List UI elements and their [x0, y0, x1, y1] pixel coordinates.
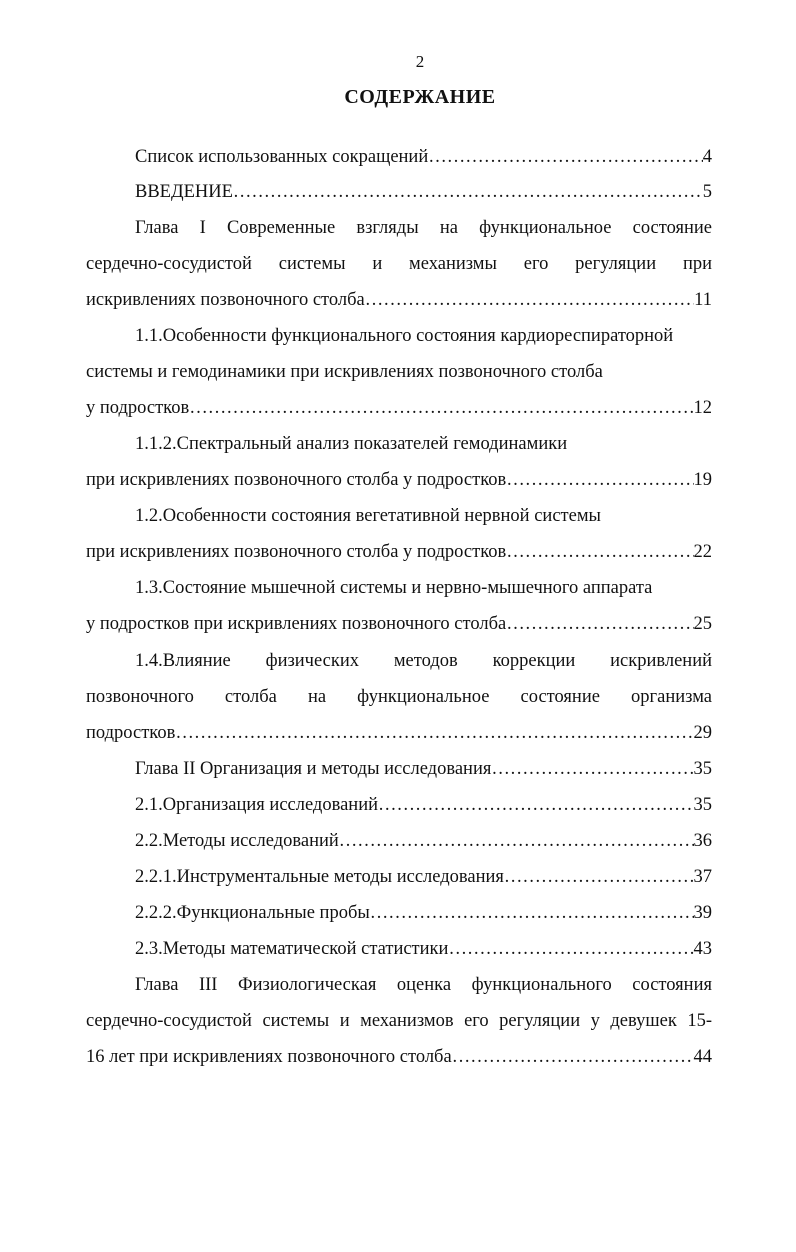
toc-page-number: 44	[693, 1047, 712, 1067]
toc-entry-2-2-2	[135, 901, 712, 925]
toc-entry-text-line: Глава I Современные взгляды на функциональное состояние	[135, 218, 712, 238]
toc-entry-text-line: 1.4.Влияние физических методов коррекции искривлений	[135, 651, 712, 671]
toc-entry-1-4	[86, 721, 712, 745]
toc-entry-text: ВВЕДЕНИЕ	[135, 182, 233, 202]
toc-page-number: 12	[693, 398, 712, 418]
toc-entry-text: 2.2.1.Инструментальные методы исследования	[135, 867, 504, 887]
toc-entry-text-line: позвоночного столба на функциональное состояние организма	[86, 687, 712, 707]
toc-entry-text-line: 1.1.2.Спектральный анализ показателей гемодинамики	[135, 434, 568, 454]
toc-page-number: 43	[693, 939, 712, 959]
toc-entry-2-2-1	[135, 865, 712, 889]
toc-page-number: 25	[693, 614, 712, 634]
page-title: СОДЕРЖАНИЕ	[344, 86, 496, 108]
toc-entry-1-1-2	[86, 468, 712, 492]
toc-entry-text-line: 1.3.Состояние мышечной системы и нервно-мышечного аппарата	[135, 578, 653, 598]
page-number: 2	[415, 52, 425, 71]
toc-entry-chapter-2	[135, 757, 712, 781]
toc-entry-text: 2.1.Организация исследований	[135, 795, 379, 815]
toc-entry-text: у подростков	[86, 398, 190, 418]
toc-entry-text: Глава II Организация и методы исследования	[135, 759, 492, 779]
toc-page-number: 29	[693, 723, 712, 743]
toc-page-number: 19	[693, 470, 712, 490]
toc-page-number: 35	[693, 759, 712, 779]
toc-entry-text: искривлениях позвоночного столба	[86, 290, 365, 310]
toc-entry-text: у подростков при искривлениях позвоночного столба	[86, 614, 507, 634]
toc-entry-1-1	[86, 396, 712, 420]
toc-entry-text: подростков	[86, 723, 176, 743]
toc-entry-1-3	[86, 612, 712, 636]
toc-page-number: 39	[693, 903, 712, 923]
toc-page-number: 37	[693, 867, 712, 887]
toc-entry-text-line: Глава III Физиологическая оценка функционального состояния	[135, 975, 712, 995]
toc-entry-text: 16 лет при искривлениях позвоночного столба	[86, 1047, 452, 1067]
toc-page-number: 36	[693, 831, 712, 851]
toc-entry-2-3	[135, 937, 712, 961]
toc-entry-text-line: 1.1.Особенности функционального состояния кардиореспираторной	[135, 326, 674, 346]
toc-page-number: 35	[693, 795, 712, 815]
toc-page-number: 5	[702, 182, 712, 202]
toc-entry-text: Список использованных сокращений	[135, 147, 429, 167]
toc-entry-2-1	[135, 793, 712, 817]
toc-entry-1-2	[86, 540, 712, 564]
toc-entry-introduction	[135, 180, 712, 204]
toc-entry-text: 2.3.Методы математической статистики	[135, 939, 449, 959]
toc-entry-text-line: 1.2.Особенности состояния вегетативной нервной системы	[135, 506, 601, 526]
toc-page-number: 11	[694, 290, 712, 310]
toc-entry-abbreviations	[135, 145, 712, 169]
toc-page-number: 22	[693, 542, 712, 562]
toc-entry-text-line: системы и гемодинамики при искривлениях позвоночного столба	[86, 362, 603, 382]
toc-entry-text-line: сердечно-сосудистой системы и механизмы его регуляции при	[86, 254, 712, 274]
toc-entry-text: 2.2.Методы исследований	[135, 831, 339, 851]
toc-page-number: 4	[702, 147, 712, 167]
toc-entry-text: 2.2.2.Функциональные пробы	[135, 903, 370, 923]
toc-entry-text: при искривлениях позвоночного столба у подростков	[86, 542, 507, 562]
toc-entry-2-2	[135, 829, 712, 853]
toc-entry-text: при искривлениях позвоночного столба у подростков	[86, 470, 507, 490]
toc-entry-chapter-3	[86, 1045, 712, 1069]
toc-entry-text-line: сердечно-сосудистой системы и механизмов его регуляции у девушек 15-	[86, 1011, 712, 1031]
toc-entry-chapter-1	[86, 288, 712, 312]
